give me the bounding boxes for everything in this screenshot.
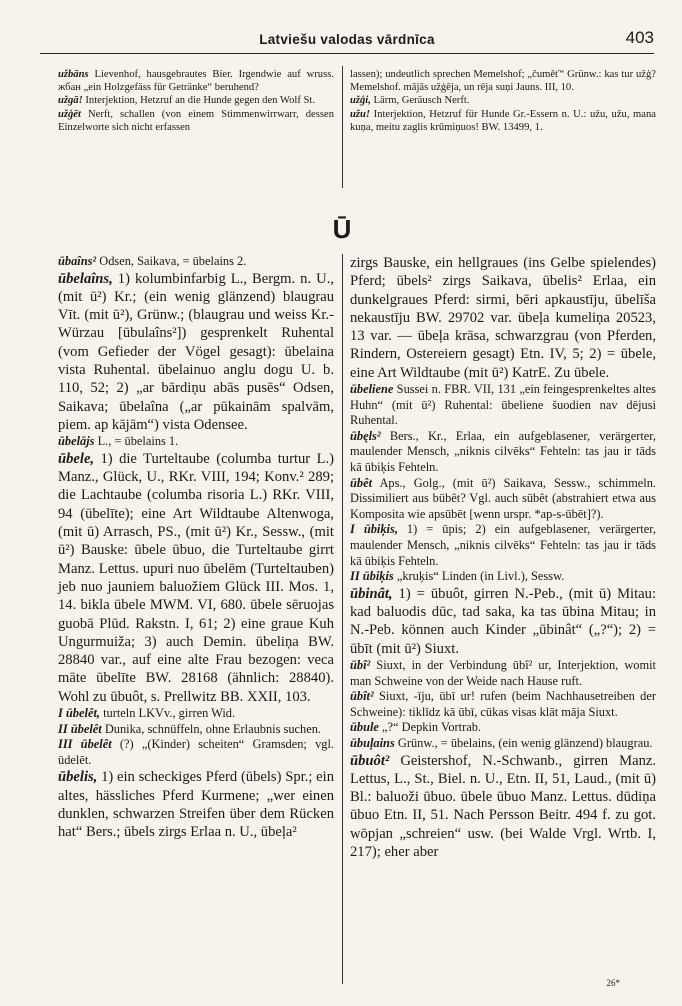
dictionary-entry: [58, 768, 334, 841]
dictionary-entry: [350, 254, 656, 382]
dictionary-entry: [350, 429, 656, 476]
dictionary-entry: [58, 434, 334, 450]
page-header: [40, 26, 654, 54]
entry-text: Lärm, Geräusch Nerft.: [370, 95, 470, 107]
dictionary-entry: [58, 108, 334, 134]
dictionary-entry: [350, 476, 656, 523]
entry-text: L., = ūbelains 1.: [94, 434, 179, 449]
entry-headword: I ūbiķis,: [350, 522, 398, 537]
entry-headword: užu!: [350, 108, 371, 120]
dictionary-entry: [350, 382, 656, 429]
entry-headword: ūbeliene: [350, 382, 394, 397]
entry-text: Siuxt, -īju, ūbī ur! rufen (beim Nachhausetreiben der Schweine): tiklīdz kā ūbī, cūkas visas klāt māja Siuxt.: [350, 689, 656, 719]
entry-headword: ūbelis,: [58, 769, 98, 786]
signature-mark: 26*: [606, 978, 620, 988]
dictionary-entry: [350, 752, 656, 862]
entry-headword: ūbinât,: [350, 585, 393, 602]
entry-text: 1) ein scheckiges Pferd (ūbels) Spr.; ein altes, hässliches Pferd Kurmene; „wer einen dunklen, schwarzen Streifen über dem Rücken hat“ Bers.; ūbels zirgs Erlaa n. U., ūbeļa²: [58, 769, 334, 841]
entry-headword: ūbelājs: [58, 434, 95, 449]
entry-text: Geistershof, N.-Schwanb., girren Manz. Lettus, L., St., Biel. n. U., Etn. II, 51, Laud., (mit ū) Bl.: baluoži ūbuo. ūbele ūbuo Manz. Lettus. dūdiņa ūbuo Etn. II, 51. Nach Persson Beitr. 494 f. zu got. wōpjan „schreien“ usw. (bei Walde Vrgl. Wrtb. I, 217); eher aber: [350, 752, 656, 861]
dictionary-entry: [350, 522, 656, 569]
dictionary-entry: [58, 68, 334, 94]
entry-headword: ūbelaîns,: [58, 270, 113, 287]
entry-text: lassen); undeutlich sprechen Memelshof; „čuměť“ Grünw.: kas tur užģ? Memelshof. mājās užģēja, un rēja suņi Jauns. III, 10.: [350, 69, 656, 94]
entry-headword: ūbuôt²: [350, 752, 390, 769]
entry-headword: ūbele,: [58, 450, 95, 467]
column-divider-top: [342, 66, 343, 188]
header-rule: [40, 53, 654, 54]
dictionary-entry: [350, 736, 656, 752]
entry-text: turteln LKVv., girren Wid.: [100, 706, 236, 721]
dictionary-entry: [58, 450, 334, 706]
dictionary-entry: [58, 706, 334, 722]
column-divider-bottom: [342, 254, 343, 984]
entry-headword: ūbît²: [350, 689, 374, 704]
entry-headword: užģi,: [350, 95, 371, 107]
entry-headword: I ūbelêt,: [58, 706, 100, 721]
top-right-column: [350, 68, 656, 134]
entry-headword: ūbuļains: [350, 735, 395, 750]
entry-text: Nerft, schallen (von einem Stimmenwirrwarr, dessen Einzelworte sich nicht erfassen: [58, 108, 334, 133]
entry-text: Aps., Golg., (mit ū²) Saikava, Sessw., schimmeln. Dissimiliert aus būbêt? Vgl. auch sūbêt (abstrahiert etwa aus Kompositа wie apsūbēt [wenn urspr. *ap-s-ūbēt]?).: [350, 475, 656, 521]
entry-headword: užgā!: [58, 95, 83, 107]
bottom-left-column: [58, 254, 334, 842]
entry-headword: ūbî²: [350, 657, 371, 672]
dictionary-entry: [350, 720, 656, 736]
dictionary-entry: [58, 722, 334, 738]
entry-text: „kruķis“ Linden (in Livl.), Sessw.: [393, 569, 565, 584]
dictionary-entry: [350, 658, 656, 689]
dictionary-entry: [350, 689, 656, 720]
entry-text: „?“ Depkin Vortrab.: [378, 720, 481, 735]
entry-headword: ūbule: [350, 720, 379, 735]
page-number: 403: [625, 28, 654, 47]
entry-text: Lievenhof, hausgebrautes Bier. Irgendwie auf wruss. жбан „ein Holzgefäss für Getränke“ beruhend?: [58, 69, 334, 94]
entry-text: Bers., Kr., Erlaa, ein aufgeblasener, verärgerter, maulender Mensch, „niknis cilvēks“ Fehteln: tas jau ir tāds kā ūbiķis Fehteln.: [350, 428, 656, 475]
dictionary-entry: [350, 94, 656, 107]
entry-text: 1) kolumbinfarbig L., Bergm. n. U., (mit ū²) Kr.; (ein wenig glänzend) blaugrau Vīt. (mit ū²), Grünw.; (blaugrau und weiss Kr.-Würzau [ūbulaîns²]) gesprenkelt Ruhental (vom Gefieder der Vögel gesagt): ūbelaina vista Ruhental. ūbelainuo anglu dogu U. b. 110, 52; 2) „ar bārdiņu abās pusēs“ Odsen, Saikava; ūbelaîna („ar pūkainām spalvām, piem. ap kājām“) vista Odensee.: [58, 270, 334, 433]
dictionary-entry: [350, 585, 656, 658]
dictionary-entry: [350, 108, 656, 134]
dictionary-entry: [58, 270, 334, 435]
entry-text: Grünw., = ūbelains, (ein wenig glänzend) blaugrau.: [394, 735, 653, 750]
bottom-right-column: [350, 254, 656, 861]
entry-text: 1) die Turteltaube (columba turtur L.) Manz., Glück, U., RKr. VIII, 194; Konv.² 289; die Lachtaube (columba risoria L.) RKr. VIII, 94 (ūbelīte); eine Art Wildtaube Altenwoga, (mit ū) Arrasch, PS., (mit ū²) Kr., Sessw., (mit ū²) Bauske: ūbele ūbuo, die Turteltaube girrt Manz. Lettus. upuri nuo ūbelēm (Turteltauben) jeb nuo jauniem baluožiem Glück III. Mos. 1, 14. bikla ūbele MWM. VI, 680. ūbele sēruojas guobā Plūd. Rakstn. I, 61; 2) eine graue Kuh Ungurmuiža; 3) auch Demin. ūbeliņa BW. 28840 var., auf eine alte Frau bezogen: veca māte ūbelīte BW. 28168 (ähnlich: 28840). Wohl zu ūbuôt, s. Prellwitz BB. XXII, 103.: [58, 450, 334, 705]
entry-text: Dunika, schnüffeln, ohne Erlaubnis suchen.: [101, 721, 322, 736]
entry-text: zirgs Bauske, ein hellgraues (ins Gelbe spielendes) Pferd; ūbels² zirgs Saikava, ūbelis² Erlaa, ein dunkelgraues Pferd: sirmi, bēri apkaustīju, ūbelīša nekaustīju BW. 29702 var. ūbeļa kumeliņa 20523, 13 var. — ūbeļa krāsa, schwarzgrau (von Pferden, Rindern, Ostereiern gesagt) Etn. IV, 5; 2) = ūbele, eine Art Wildtaube (mit ū²) KatrE. Zu ūbele.: [350, 255, 656, 381]
entry-text: Siuxt, in der Verbindung ūbî² ur, Interjektion, womit man Schweine von der Weide nach Hause ruft.: [350, 657, 656, 688]
dictionary-entry: [350, 569, 656, 585]
entry-headword: II ūbiķis: [350, 569, 394, 584]
dictionary-entry: [58, 737, 334, 768]
entry-headword: ūbaîns²: [58, 254, 97, 268]
running-title: Latviešu valodas vārdnīca: [259, 32, 435, 47]
entry-text: Interjektion, Hetzruf für Hunde Gr.-Essern n. U.: užu, užu, mana kuņa, meitu zaglis krūmiņuos! BW. 13499, 1.: [350, 108, 656, 133]
top-left-column: [58, 68, 334, 134]
entry-headword: užbāns: [58, 69, 89, 80]
dictionary-entry: [58, 94, 334, 107]
entry-text: Odsen, Saikava, = ūbelains 2.: [96, 254, 247, 268]
entry-headword: II ūbelêt: [58, 721, 102, 736]
entry-headword: ūbêt: [350, 475, 373, 490]
entry-headword: užģēt: [58, 108, 81, 120]
dictionary-entry: [58, 254, 334, 270]
entry-headword: ūbęls²: [350, 428, 381, 443]
entry-text: 1) = ūbuôt, girren N.-Peb., (mit ū) Mitau: kad baluodis dūc, tad saka, ka tas ūbina Mitau; in N.-Peb. können auch Kinder „ūbinât“ („?“); 2) = ūbīt (mit ū²) Siuxt.: [350, 585, 656, 657]
entry-headword: III ūbelêt: [58, 737, 112, 752]
entry-text: (?) „(Kinder) scheiten“ Gramsden; vgl. ūdelēt.: [58, 737, 334, 767]
entry-text: Sussei n. FBR. VII, 131 „ein feingesprenkeltes altes Huhn“ (mit ū²) Ruhental: ūbeliene šuodien nav dējusi Ruhental.: [350, 382, 656, 428]
entry-text: 1) = ūpis; 2) ein aufgeblasener, verärgerter, maulender Mensch, „niknis cilvēks“ Fehteln: tas jau ir tāds kā ūbiķis Fehteln.: [350, 522, 656, 568]
dictionary-entry: [350, 68, 656, 94]
entry-text: Interjektion, Hetzruf an die Hunde gegen den Wolf St.: [82, 95, 315, 107]
section-letter: Ū: [332, 214, 352, 244]
